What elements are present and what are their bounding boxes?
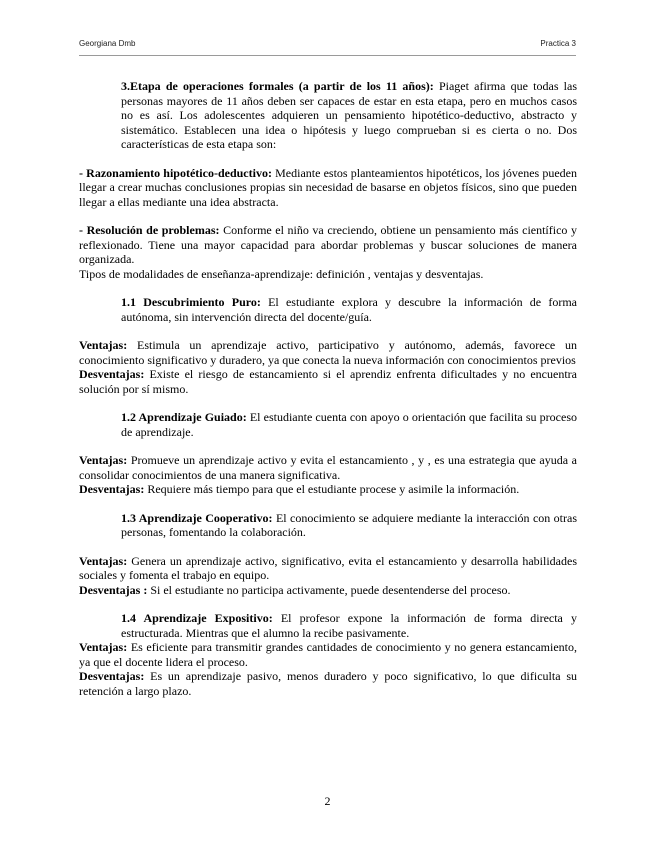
pros-text: Estimula un aprendizaje activo, participativo y autónomo, además, favorece un conocimiento significativo y duradero, ya que conecta la nueva información con conocimientos previos xyxy=(79,338,577,367)
cons-text: Requiere más tiempo para que el estudiante procese y asimile la información. xyxy=(144,482,520,496)
trait-title: - Razonamiento hipotético-deductivo: xyxy=(79,165,272,180)
modality-title: 1.1 Descubrimiento Puro: xyxy=(121,295,261,309)
pros-label: Ventajas: xyxy=(79,338,128,352)
cons-text: Si el estudiante no participa activamente, puede desentenderse del proceso. xyxy=(147,582,511,597)
cons-label: Desventajas: xyxy=(79,482,145,496)
modality-pros xyxy=(79,554,577,583)
modality-title: 1.3 Aprendizaje Cooperativo: xyxy=(121,510,273,525)
intro-line: Tipos de modalidades de enseñanza-aprendizaje: definición , ventajas y desventajas. xyxy=(79,266,484,281)
header-title: Practica 3 xyxy=(540,39,576,48)
modality-pros xyxy=(79,640,577,669)
modality-definition xyxy=(79,611,577,640)
stage-title: 3.Etapa de operaciones formales (a partir de los 11 años): xyxy=(121,79,434,93)
cons-text: Existe el riesgo de estancamiento si el aprendiz enfrenta dificultades y no encuentra solución por sí mismo. xyxy=(79,367,577,396)
trait-text: Conforme el niño va creciendo, obtiene un pensamiento más científico y reflexionado. Tiene una mayor capacidad para abordar problemas y buscar soluciones de manera organizada. xyxy=(79,223,577,266)
trait-paragraph xyxy=(79,166,577,210)
modality-pros xyxy=(79,338,577,367)
modality-definition xyxy=(79,410,577,439)
stage-text: Piaget afirma que todas las personas mayores de 11 años deben ser capaces de estar en esta etapa, pero en muchos casos no es así. Los adolescentes adquieren un pensamiento hipotético-deductivo, abstracto y sistemático. Establecen una idea o hipótesis y luego comprueban si es cierta o no. Dos características de esta etapa son: xyxy=(121,79,578,151)
modality-text: El profesor expone la información de forma directa y estructurada. Mientras que el alumno la recibe pasivamente. xyxy=(121,611,578,640)
modality-cons xyxy=(79,583,577,598)
trait-text: Mediante estos planteamientos hipotéticos, los jóvenes pueden llegar a crear muchas conclusiones propias sin necesidad de basarse en objetos físicos, sino que pueden llegar a ellas mediante una idea abstracta. xyxy=(79,165,577,209)
cons-text: Es un aprendizaje pasivo, menos duradero y poco significativo, lo que dificulta su retención a largo plazo. xyxy=(79,669,577,698)
modality-title: 1.2 Aprendizaje Guiado: xyxy=(121,410,247,424)
modality-text: El estudiante cuenta con apoyo o orientación que facilita su proceso de aprendizaje. xyxy=(121,410,577,439)
pros-text: Genera un aprendizaje activo, significativo, evita el estancamiento y desarrolla habilidades sociales y fomenta el trabajo en equipo. xyxy=(79,553,577,582)
header-author: Georgiana Dmb xyxy=(79,39,136,48)
cons-label: Desventajas: xyxy=(79,669,145,683)
modality-cons xyxy=(79,482,577,497)
document-body xyxy=(79,79,577,698)
pros-text: Es eficiente para transmitir grandes cantidades de conocimiento y no genera estancamiento, ya que el docente lidera el proceso. xyxy=(79,640,577,669)
trait-paragraph xyxy=(79,223,577,267)
modality-title: 1.4 Aprendizaje Expositivo: xyxy=(121,611,273,625)
trait-title: - Resolución de problemas: xyxy=(79,223,220,237)
modality-pros xyxy=(79,453,577,482)
header-divider xyxy=(79,55,576,56)
pros-label: Ventajas: xyxy=(79,553,128,568)
pros-text: Promueve un aprendizaje activo y evita el estancamiento , y , es una estrategia que ayuda a consolidar conocimientos de una manera significativa. xyxy=(79,453,577,482)
modality-definition xyxy=(79,511,577,540)
stage-paragraph xyxy=(79,79,577,152)
cons-label: Desventajas: xyxy=(79,367,145,381)
modality-definition xyxy=(79,295,577,324)
modality-text: El estudiante explora y descubre la información de forma autónoma, sin intervención directa del docente/guía. xyxy=(121,295,577,324)
page-number: 2 xyxy=(324,794,331,808)
cons-label: Desventajas : xyxy=(79,582,148,597)
modality-cons xyxy=(79,669,577,698)
modality-cons xyxy=(79,367,577,396)
pros-label: Ventajas: xyxy=(79,640,128,654)
modality-text: El conocimiento se adquiere mediante la interacción con otras personas, fomentando la colaboración. xyxy=(121,510,577,539)
pros-label: Ventajas: xyxy=(79,453,128,467)
